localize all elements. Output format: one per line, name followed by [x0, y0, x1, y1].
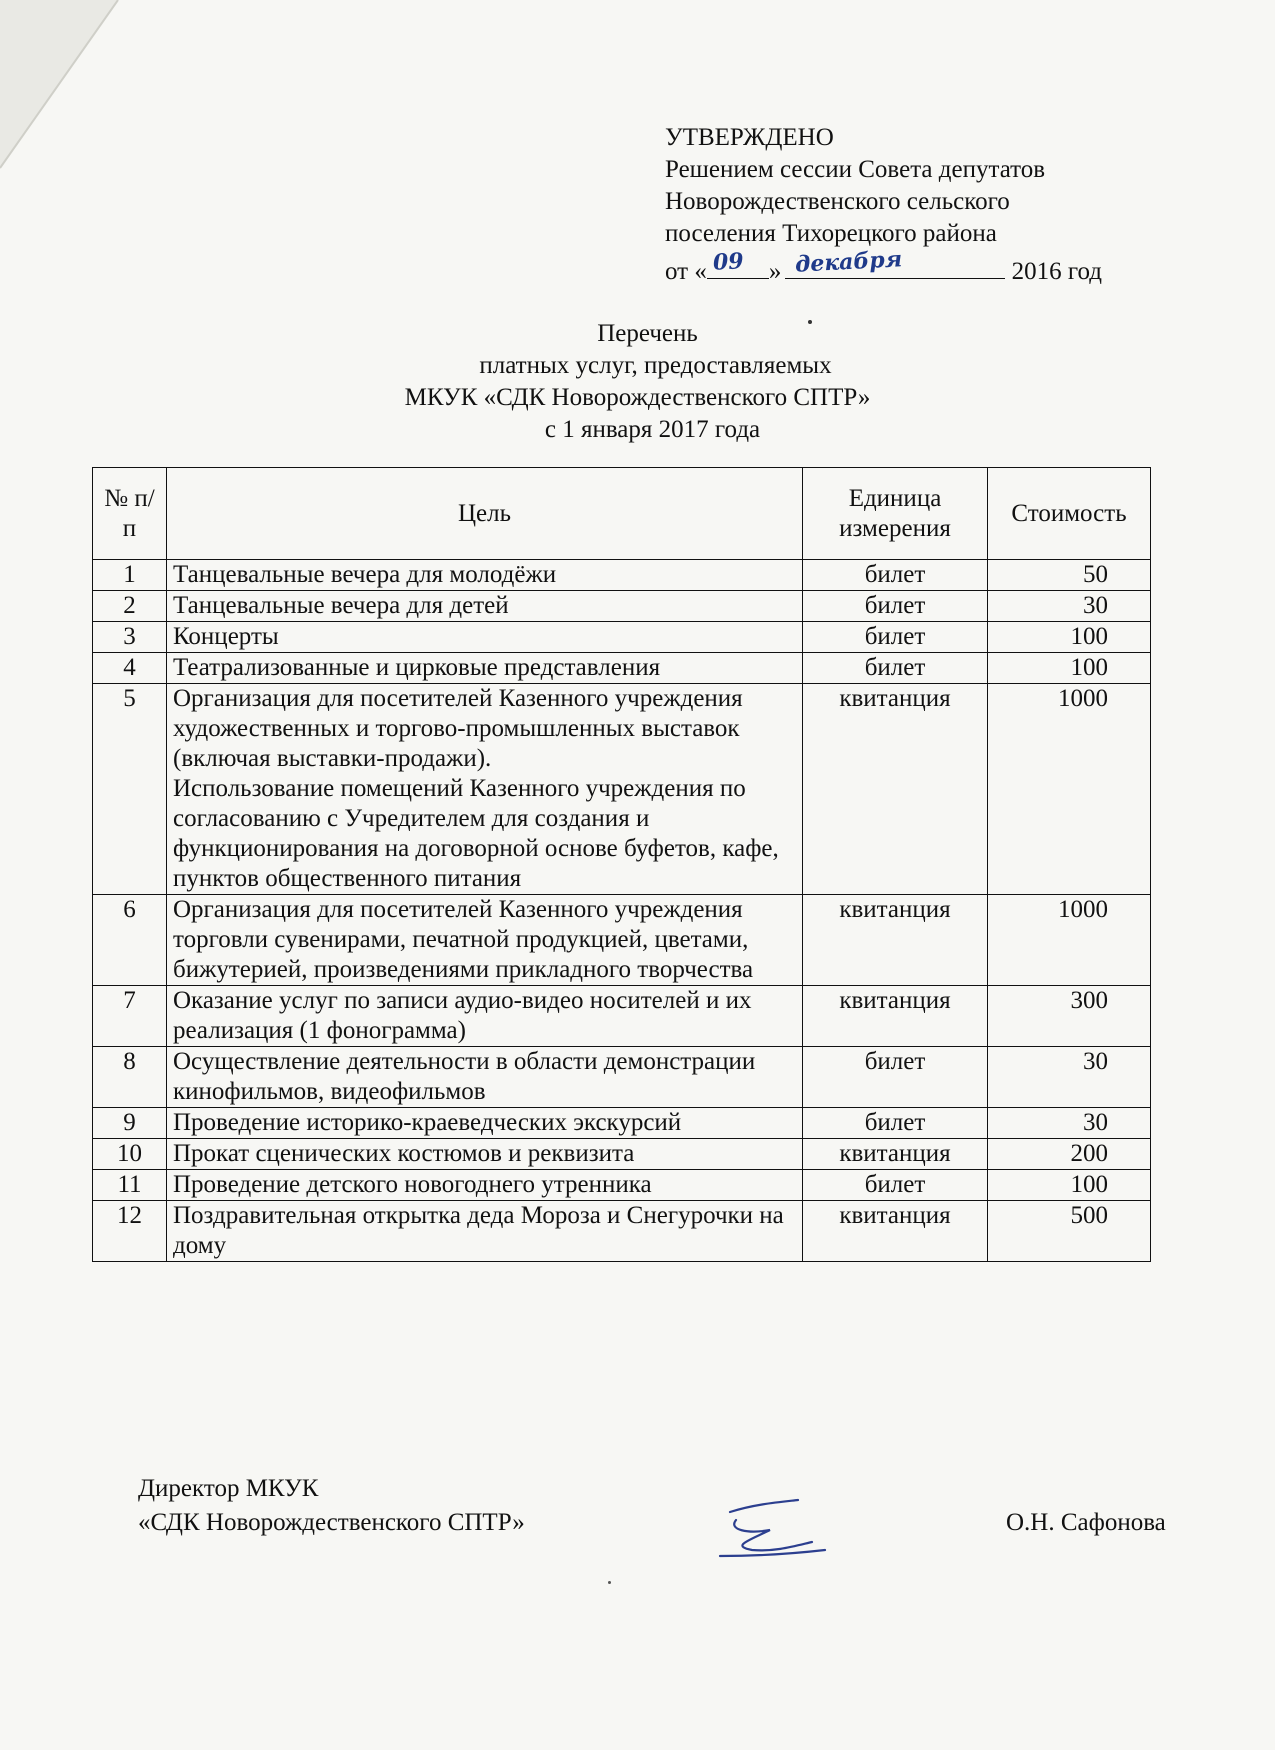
table-row	[93, 591, 1151, 622]
row-num: 10	[93, 1139, 167, 1170]
row-goal: Проведение детского новогоднего утренника	[167, 1170, 803, 1201]
date-suffix: 2016 год	[1011, 258, 1102, 285]
row-goal: Танцевальные вечера для молодёжи	[167, 560, 803, 591]
row-cost: 30	[988, 591, 1151, 622]
date-prefix: от «	[665, 258, 707, 285]
row-goal-part-1: Организация для посетителей Казенного учреждения художественных и торгово-промышленных выставок (включая выставки-продажи).	[173, 685, 743, 772]
table-row	[93, 653, 1151, 684]
row-goal: Поздравительная открытка деда Мороза и Снегурочки на дому	[167, 1201, 803, 1262]
row-num: 9	[93, 1108, 167, 1139]
approval-date	[665, 246, 1102, 288]
row-goal: Концерты	[167, 622, 803, 653]
row-unit: билет	[803, 653, 988, 684]
row-unit: билет	[803, 1108, 988, 1139]
table-row	[93, 1201, 1151, 1262]
row-goal: Осуществление деятельности в области демонстрации кинофильмов, видеофильмов	[167, 1047, 803, 1108]
approval-block	[665, 122, 1102, 288]
table-row	[93, 986, 1151, 1047]
row-cost: 100	[988, 1170, 1151, 1201]
row-num: 12	[93, 1201, 167, 1262]
row-goal	[167, 684, 803, 895]
row-num: 4	[93, 653, 167, 684]
row-cost: 100	[988, 622, 1151, 653]
title-line-4: с 1 января 2017 года	[544, 416, 761, 443]
title-line-3: МКУК «СДК Новорождественского СПТР»	[404, 384, 871, 411]
approval-line-3: Новорождественского сельского	[665, 188, 1010, 215]
table-row	[93, 684, 1151, 895]
row-goal: Прокат сценических костюмов и реквизита	[167, 1139, 803, 1170]
folded-corner-shading	[0, 0, 120, 170]
row-goal: Проведение историко-краеведческих экскурсий	[167, 1108, 803, 1139]
row-cost: 30	[988, 1108, 1151, 1139]
row-unit: квитанция	[803, 1139, 988, 1170]
row-goal: Театрализованные и цирковые представления	[167, 653, 803, 684]
row-unit: квитанция	[803, 895, 988, 986]
date-day-blank	[707, 250, 769, 279]
approval-line-4: поселения Тихорецкого района	[665, 220, 997, 247]
row-cost: 30	[988, 1047, 1151, 1108]
row-cost: 100	[988, 653, 1151, 684]
row-cost: 300	[988, 986, 1151, 1047]
ink-dot	[608, 1581, 611, 1584]
row-goal-part-2: Использование помещений Казенного учреждения по согласованию с Учредителем для создания и функционирования на договорной основе буфетов, кафе, пунктов общественного питания	[173, 775, 779, 892]
table-row	[93, 1108, 1151, 1139]
row-num: 2	[93, 591, 167, 622]
row-unit: квитанция	[803, 986, 988, 1047]
approval-heading: УТВЕРЖДЕНО	[665, 124, 834, 151]
table-header-row	[93, 468, 1151, 560]
document-title	[0, 318, 1275, 446]
row-num: 11	[93, 1170, 167, 1201]
title-line-2: платных услуг, предоставляемых	[479, 352, 832, 379]
row-goal: Оказание услуг по записи аудио-видео носителей и их реализация (1 фонограмма)	[167, 986, 803, 1047]
row-num: 6	[93, 895, 167, 986]
header-unit: Единица измерения	[803, 468, 988, 560]
header-goal: Цель	[167, 468, 803, 560]
signatory-title-line-2: «СДК Новорождественского СПТР»	[138, 1509, 525, 1536]
header-num: № п/п	[93, 468, 167, 560]
row-cost: 1000	[988, 684, 1151, 895]
row-unit: билет	[803, 622, 988, 653]
row-unit: билет	[803, 560, 988, 591]
signatory-block	[138, 1472, 525, 1540]
row-cost: 500	[988, 1201, 1151, 1262]
table-row	[93, 1170, 1151, 1201]
table-row	[93, 895, 1151, 986]
row-goal: Танцевальные вечера для детей	[167, 591, 803, 622]
date-month-blank	[785, 246, 1005, 279]
handwritten-signature	[700, 1490, 830, 1570]
date-month-handwritten: декабря	[794, 246, 904, 278]
row-unit: билет	[803, 1170, 988, 1201]
signatory-name: О.Н. Сафонова	[1006, 1509, 1166, 1536]
row-unit: квитанция	[803, 1201, 988, 1262]
signatory-title-line-1: Директор МКУК	[138, 1475, 319, 1502]
date-mid: »	[768, 258, 782, 285]
title-line-1: Перечень	[597, 320, 698, 347]
table-row	[93, 1139, 1151, 1170]
table-row	[93, 1047, 1151, 1108]
approval-line-2: Решением сессии Совета депутатов	[665, 156, 1046, 183]
table-row	[93, 560, 1151, 591]
row-unit: билет	[803, 591, 988, 622]
row-cost: 50	[988, 560, 1151, 591]
row-num: 8	[93, 1047, 167, 1108]
row-num: 7	[93, 986, 167, 1047]
row-num: 3	[93, 622, 167, 653]
row-cost: 1000	[988, 895, 1151, 986]
row-num: 5	[93, 684, 167, 895]
date-day-handwritten: 09	[712, 248, 745, 276]
services-table	[92, 467, 1151, 1262]
row-cost: 200	[988, 1139, 1151, 1170]
row-unit: билет	[803, 1047, 988, 1108]
header-cost: Стоимость	[988, 468, 1151, 560]
row-goal: Организация для посетителей Казенного учреждения торговли сувенирами, печатной продукцией, цветами, бижутерией, произведениями прикладного творчества	[167, 895, 803, 986]
table-row	[93, 622, 1151, 653]
row-num: 1	[93, 560, 167, 591]
row-unit: квитанция	[803, 684, 988, 895]
